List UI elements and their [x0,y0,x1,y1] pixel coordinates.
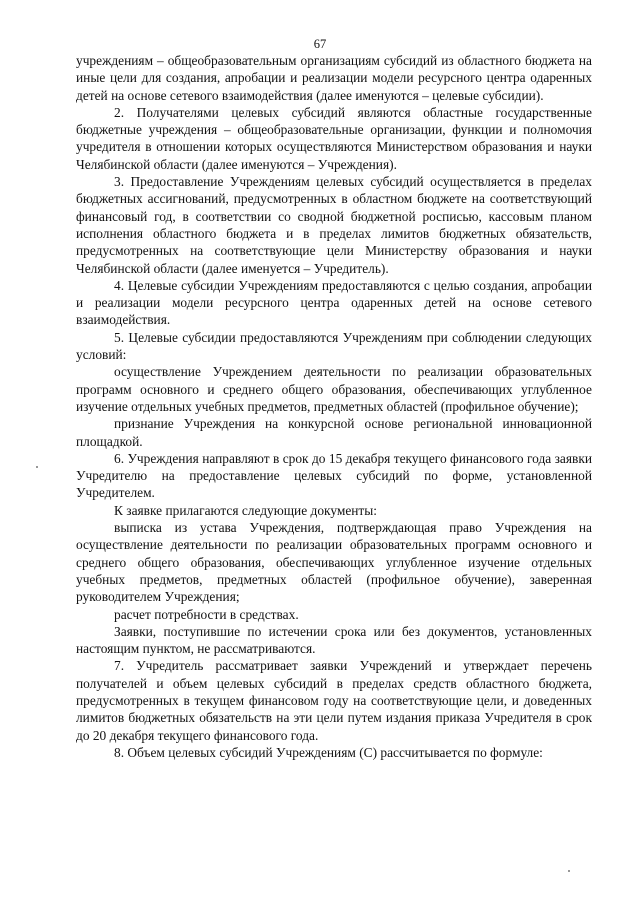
attachments-intro: К заявке прилагаются следующие документы: [114,502,378,518]
paragraph-2-recipients: 2. Получателями целевых субсидий являются областные государственные бюджетные учреждения – общеобразовательные организации, функции и полномочия учредителя в отношении которых осуществляются Министерством образования и науки Челябинской области (далее именуются – Учреждения). [76,104,592,172]
condition-item-2: признание Учреждения на конкурсной основе региональной инновационной площадкой. [76,416,592,449]
paragraph-6-applications: 6. Учреждения направляют в срок до 15 декабря текущего финансового года заявки Учредителю на предоставление целевых субсидий по форме, установленной Учредителем. [76,450,592,501]
paragraph-1-continuation: учреждениям – общеобразовательным организациям субсидий из областного бюджета на иные цели для создания, апробации и реализации модели ресурсного центра одаренных детей на основе сетевого взаимодействия (далее именуются – целевые субсидии). [76,53,592,103]
attachment-item-2: расчет потребности в средствах. [114,606,299,622]
paragraph-4-purpose: 4. Целевые субсидии Учреждениям предоставляются с целью создания, апробации и реализации модели ресурсного центра одаренных детей на основе сетевого взаимодействия. [76,277,592,328]
condition-item-1: осуществление Учреждением деятельности по реализации образовательных программ основного и среднего общего образования, обеспечивающих углубленное изучение отдельных учебных предметов, предметных областей (профильное обучение); [76,364,592,414]
scan-speck [568,870,570,872]
paragraph-3-provision: 3. Предоставление Учреждениям целевых субсидий осуществляется в пределах бюджетных ассигнований, предусмотренных в областном бюджете на соответствующий финансовый год, в соответствии со сводной бюджетной росписью, кассовым планом исполнения областного бюджета и в пределах лимитов бюджетных обязательств, предусмотренных на соответствующие цели Министерству образования и науки Челябинской области (далее именуется – Учредитель). [76,174,592,276]
attachment-item-1: выписка из устава Учреждения, подтверждающая право Учреждения на осуществление деятельности по реализации образовательных программ основного и среднего общего образования, обеспечивающих углубленное изучение отдельных учебных предметов, предметных областей (профильное обучение), заверенная руководителем Учреждения; [76,520,592,605]
page-number: 67 [313,37,327,51]
late-applications-note: Заявки, поступившие по истечении срока или без документов, установленных настоящим пунктом, не рассматриваются. [76,623,592,657]
document-body [76,52,592,761]
scan-speck [36,466,38,468]
paragraph-8-formula: 8. Объем целевых субсидий Учреждениям (С) рассчитывается по формуле: [114,744,543,760]
paragraph-5-conditions: 5. Целевые субсидии предоставляются Учреждениям при соблюдении следующих условий: [76,329,592,363]
paragraph-7-review: 7. Учредитель рассматривает заявки Учреждений и утверждает перечень получателей и объем целевых субсидий в пределах средств областного бюджета, предусмотренных в текущем финансовом году на соответствующие цели, и доведенных лимитов бюджетных обязательств на эти цели путем издания приказа Учредителя в срок до 20 декабря текущего финансового года. [76,658,592,743]
